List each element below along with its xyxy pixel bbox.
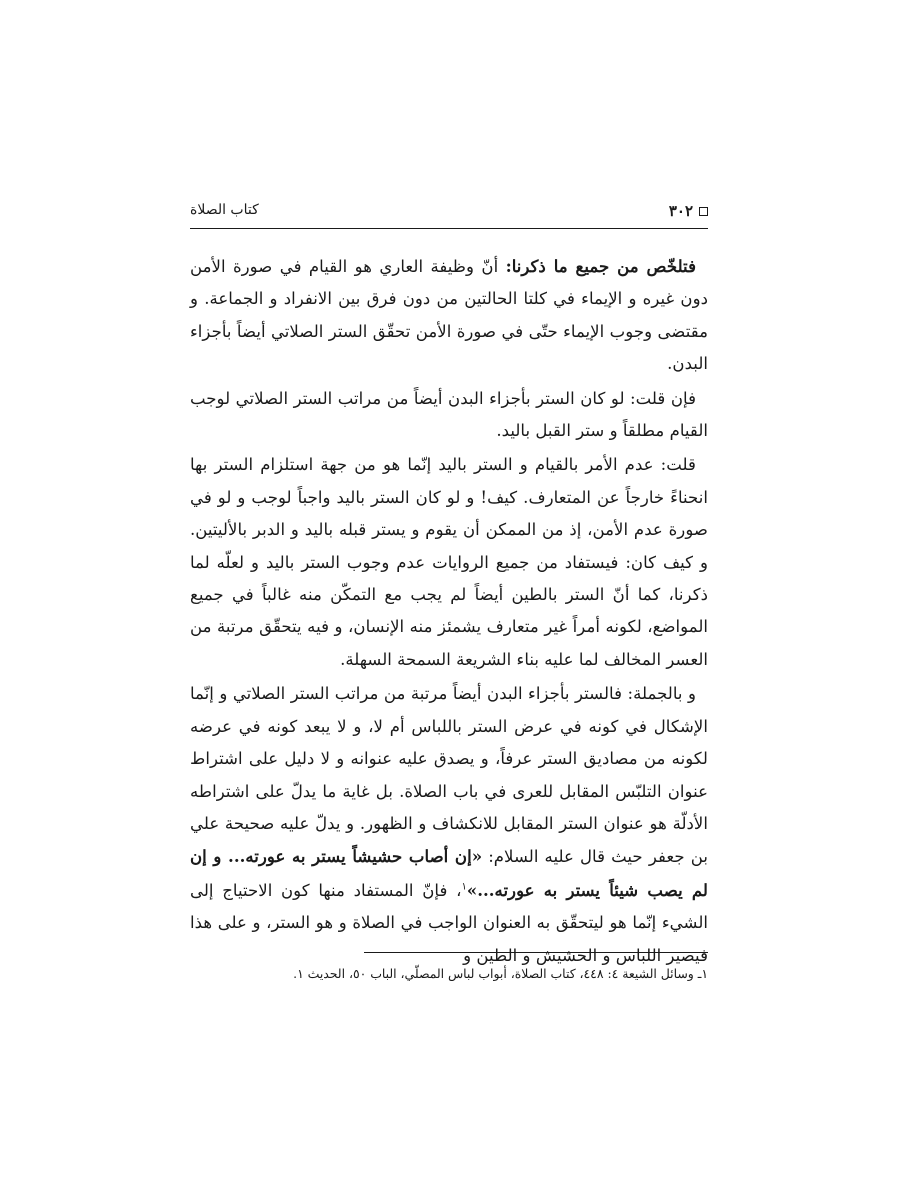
square-bullet-icon [699,207,708,216]
footnote-reference[interactable]: ١ [461,881,467,893]
footnote-divider [364,952,708,953]
paragraph-conclusion [190,678,708,972]
hadith-quote: «إن أصاب حشيشاً يستر به عورته... و إن لم يصب شيئاً يستر به عورته...» [190,846,708,900]
paragraph-objection [190,383,708,448]
book-title: كتاب الصلاة [190,202,259,218]
header-divider [190,228,708,229]
page-number [669,202,708,220]
paragraph-text: فإن قلت: لو كان الستر بأجزاء البدن أيضاً من مراتب الستر الصلاتي لوجب القيام مطلقاً و ستر القبل باليد. [190,388,708,441]
paragraph-text: قلت: عدم الأمر بالقيام و الستر باليد إنّما هو من جهة استلزام الستر بها انحناءً خارجاً عن المتعارف. كيف! و لو كان الستر باليد واجباً لوجب و لو في صورة عدم الأمن، إذ من الممكن أن يقوم و يستر قبله باليد و الدبر بالأليتين. و كيف كان: فيستفاد من جميع الروايات عدم وجوب الستر باليد و لعلّه لما ذكرنا، كما أنّ الستر بالطين أيضاً لم يجب مع التمكّن منه غالباً في جميع المواضع، لكونه أمراً غير متعارف يشمئز منه الإنسان، و فيه يتحقّق مرتبة من العسر المخالف لما عليه بناء الشريعة السمحة السهلة. [190,455,708,669]
page-number-text: ٣٠٢ [668,202,693,220]
paragraph-reply [190,449,708,676]
paragraph-lead: فتلخّص من جميع ما ذكرنا: [505,256,697,276]
footnote: ١ـ وسائل الشيعة ٤: ٤٤٨، كتاب الصلاة، أبواب لباس المصلّي، الباب ٥٠، الحديث ١. [293,966,708,981]
main-text [190,250,708,974]
paragraph-text: أنّ وظيفة العاري هو القيام في صورة الأمن دون غيره و الإيماء في كلتا الحالتين من دون فرق بين الانفراد و الجماعة. و مقتضى وجوب الإيماء حتّى في صورة الأمن تحقّق الستر الصلاتي أيضاً بأجزاء البدن. [190,257,708,374]
paragraph-text: و بالجملة: فالستر بأجزاء البدن أيضاً مرتبة من مراتب الستر الصلاتي و إنّما الإشكال في كونه في عرض الستر باللباس أم لا، و لا يبعد كونه في عرضه لكونه من مصاديق الستر عرفاً، و يصدق عليه عنوانه و لا دليل على اشتراط عنوان التلبّس المقابل للعرى في باب الصلاة. بل غاية ما يدلّ على اشتراطه الأدلّة هو عنوان الستر المقابل للانكشاف و الظهور. و يدلّ عليه صحيحة علي بن جعفر حيث قال عليه السلام: [190,684,708,867]
paragraph-text: ، فإنّ المستفاد منها كون الاحتياج إلى الشيء إنّما هو ليتحقّق به العنوان الواجب في الصلاة و هو الستر، و على هذا فيصير اللباس و الحشيش و الطين و [190,880,708,965]
running-header [190,200,708,226]
paragraph-summary [190,250,708,381]
